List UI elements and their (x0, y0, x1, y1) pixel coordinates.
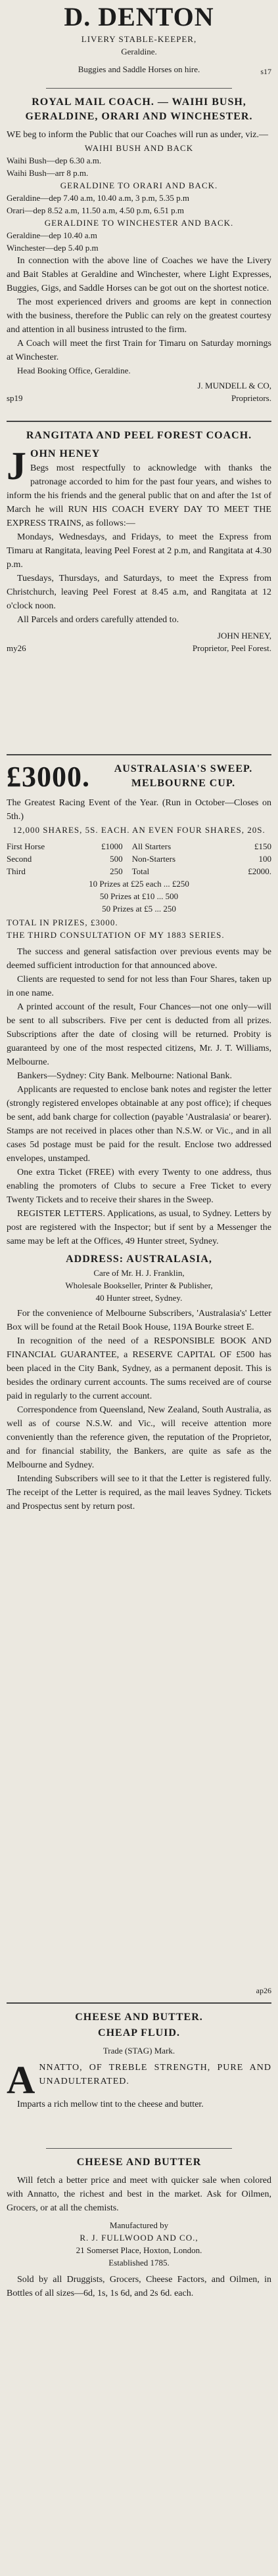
table-row (7, 865, 271, 877)
ad-text: The success and general satisfaction over previous events may be deemed sufficient introduction for that announced above. (7, 947, 271, 971)
ad-text: In connection with the above line of Coaches we have the Livery and Bait Stables at Geraldine and Winchester, where Light Expresses, Buggies, Gigs, and Saddle Horses can be got out on the shortest notice. (7, 256, 271, 293)
table-cell: 250 (110, 866, 123, 876)
table-cell: £2000. (248, 866, 271, 876)
ad-tag: s17 (260, 67, 271, 76)
ad-text: NNATTO, OF TREBLE STRENGTH, PURE AND UNADULTERATED. (39, 2063, 271, 2086)
prize-line: 10 Prizes at £25 each ... £250 (89, 879, 189, 889)
ad-text: Head Booking Office, Geraldine. (17, 366, 131, 375)
ad-heading: CHEESE AND BUTTER (76, 2157, 202, 2168)
timetable-line: Waihi Bush—arr 8 p.m. (7, 168, 89, 178)
ad-text: All Parcels and orders carefully attended to. (17, 615, 179, 625)
trade-mark: Trade (STAG) Mark. (103, 2046, 175, 2056)
ad-text: REGISTER LETTERS. Applications, as usual, to Sydney. Letters by post are registered with the Inspector; but if sent by a Messenger the same may be left at the Offices, 49 Hunter street, Sydney. (7, 1209, 271, 1246)
ad-text: A printed account of the result, Four Chances—not one only—will be sent to all subscribers. Five per cent is deducted from all prizes. Subscriptions after the date of closing will be returned. Probity is guaranteed by one of the most respected citizens, Mr. J. T. Williams, Melbourne. (7, 1002, 271, 1067)
denton-ad (7, 4, 271, 81)
divider (7, 421, 271, 422)
ad-text: Imparts a rich mellow tint to the cheese and butter. (17, 2100, 204, 2109)
prize-table (7, 840, 271, 877)
table-cell: £1000 (101, 841, 123, 851)
section-heading: GERALDINE TO WINCHESTER AND BACK. (44, 218, 234, 228)
maker-established: Established 1785. (108, 2258, 170, 2268)
signature-role: Proprietor, Peel Forest. (192, 643, 271, 653)
ad-text: Intending Subscribers will see to it that the Letter is registered fully. The receipt of the Letter is required, as the mail leaves Sydney. Tickets and Prospectus sent by return post. (7, 1474, 271, 1511)
ad-tag: my26 (7, 643, 26, 653)
ad-text: The Greatest Racing Event of the Year. (Run in October—Closes on 5th.) (7, 798, 271, 822)
ad-name: OHN HENEY (30, 448, 101, 459)
table-cell: 500 (110, 854, 123, 864)
ad-subheading: CHEAP FLUID. (98, 2027, 180, 2038)
ad-subtitle: LIVERY STABLE-KEEPER, (81, 34, 197, 44)
ad-heading: ROYAL MAIL COACH. — WAIHI BUSH, GERALDINE, ORARI AND WINCHESTER. (25, 96, 253, 122)
ad-subheading: MELBOURNE CUP. (131, 778, 236, 789)
address-heading: ADDRESS: AUSTRALASIA, (66, 1254, 212, 1265)
table-cell: 100 (258, 854, 271, 864)
ad-shares: 12,000 SHARES, 5S. EACH. AN EVEN FOUR SHARES, 20S. (12, 825, 266, 835)
ad-text: Buggies and Saddle Horses on hire. (78, 64, 200, 74)
ad-text: Clients are requested to send for not less than Four Shares, taken up in one name. (7, 975, 271, 998)
ad-title: D. DENTON (64, 2, 214, 32)
table-row (7, 853, 271, 865)
prize-line: 50 Prizes at £5 ... 250 (102, 904, 176, 914)
divider (7, 2002, 271, 2004)
newspaper-column (7, 0, 271, 2365)
ad-text: Begs most respectfully to acknowledge with thanks the patronage accorded to him for the past four years, and wishes to inform the his friends and the general public that on and after the 1st of March he will RUN HIS COACH EVERY DAY TO MEET THE EXPRESS TRAINS, as follows:— (7, 463, 271, 528)
fullwood-ad (7, 2155, 271, 2365)
table-cell: Third (7, 866, 26, 876)
signature-role: Proprietors. (231, 393, 271, 403)
annatto-ad (7, 2010, 271, 2142)
timetable-line: Geraldine—dep 10.40 a.m (7, 230, 97, 240)
ad-text: One extra Ticket (FREE) with every Twenty to one address, thus enabling the promoters of Clubs to secure a Free Ticket to every Twenty Tickets and to receive their shares in the Sweep. (7, 1168, 271, 1205)
table-cell: £150 (254, 841, 271, 851)
series-heading: THE THIRD CONSULTATION OF MY 1883 SERIES. (7, 930, 225, 940)
signature: JOHN HENEY, (217, 631, 271, 641)
ad-tag: sp19 (7, 393, 23, 403)
maker-heading: Manufactured by (109, 2220, 169, 2230)
ad-text: Applicants are requested to enclose bank notes and register the letter (strongly registered envelopes obtainable at any post office); if cheques be sent, add bank charge for collection (payable 'Australasia' or bearer). Stamps are not received in places other than N.S.W. or Vic., and in all cases 5d postage must be paid for the result. Enclose two addressed envelopes, unstamped. (7, 1085, 271, 1164)
section-heading: GERALDINE TO ORARI AND BACK. (60, 180, 218, 190)
ad-tag: ap26 (256, 1986, 271, 1995)
ad-text: In recognition of the need of a RESPONSIBLE BOOK AND FINANCIAL GUARANTEE, a RESERVE CAPITAL OF £500 has been placed in the City Bank, Sydney, as a permanent deposit. This is besides the ordinary current accounts. The sums received are of course paid in regularly to the current account. (7, 1336, 271, 1401)
maker-address: 21 Somerset Place, Hoxton, London. (76, 2245, 202, 2255)
table-cell: First Horse (7, 841, 45, 851)
ad-text: Will fetch a better price and meet with quicker sale when colored with Annatto, the richest and best in the market. Ask for Oilmen, Grocers, or at all the chemists. (7, 2176, 271, 2213)
timetable-line: Geraldine—dep 7.40 a.m, 10.40 a.m, 3 p.m, 5.35 p.m (7, 193, 190, 203)
ad-text: Mondays, Wednesdays, and Fridays, to meet the Express from Timaru at Rangitata, leaving Peel Forest at 2 p.m, and Rangitata at 4.30 p.m. (7, 532, 271, 570)
maker-name: R. J. FULLWOOD AND CO., (80, 2233, 198, 2243)
table-cell: All Starters (131, 841, 172, 851)
ad-text: The most experienced drivers and grooms are kept in connection with the business, therefore the Public can rely on the greatest courtesy and attention in all business intrusted to the firm. (7, 297, 271, 335)
divider (7, 754, 271, 755)
drop-cap: A (7, 2058, 35, 2101)
ad-location: Geraldine. (121, 47, 157, 56)
drop-cap: J (7, 444, 26, 488)
ad-text: Sold by all Druggists, Grocers, Cheese Factors, and Oilmen, in Bottles of all sizes—6d, 1s, 1s 6d, and 2s 6d. each. (7, 2275, 271, 2298)
timetable-line: Winchester—dep 5.40 p.m (7, 243, 99, 253)
divider (46, 2148, 232, 2149)
table-row (7, 840, 271, 853)
ad-heading: RANGITATA AND PEEL FOREST COACH. (26, 430, 252, 441)
signature: J. MUNDELL & CO, (197, 381, 271, 391)
ad-amount: £3000. (7, 761, 90, 793)
prize-total: TOTAL IN PRIZES, £3000. (7, 918, 118, 927)
australasia-ad (7, 762, 271, 1996)
rangitata-ad (7, 429, 271, 748)
prize-line: 50 Prizes at £10 ... 500 (99, 891, 179, 901)
ad-text: For the convenience of Melbourne Subscribers, 'Australasia's' Letter Box will be found at the Retail Book House, 119A Bourke street E. (7, 1309, 271, 1332)
timetable-line: Orari—dep 8.52 a.m, 11.50 a.m, 4.50 p.m, 6.51 p.m (7, 205, 184, 215)
table-cell: Non-Starters (131, 854, 176, 864)
ad-heading: AUSTRALASIA'S SWEEP. (114, 763, 253, 774)
divider (46, 88, 232, 89)
section-heading: WAIHI BUSH AND BACK (84, 143, 194, 153)
address-line: Wholesale Bookseller, Printer & Publisher, (65, 1280, 213, 1290)
ad-text: A Coach will meet the first Train for Timaru on Saturday mornings at Winchester. (7, 339, 271, 362)
ad-heading: CHEESE AND BUTTER. (75, 2012, 203, 2023)
royal-mail-ad (7, 95, 271, 414)
address-line: Care of Mr. H. J. Franklin, (93, 1268, 185, 1278)
ad-text: WE beg to inform the Public that our Coaches will run as under, viz.— (7, 130, 268, 140)
ad-text: Tuesdays, Thursdays, and Saturdays, to meet the Express from Christchurch, leaving Peel Forest at 8.45 a.m, and Rangitata at 12 o'clock noon. (7, 574, 271, 611)
address-line: 40 Hunter street, Sydney. (95, 1293, 183, 1303)
timetable-line: Waihi Bush—dep 6.30 a.m. (7, 156, 102, 165)
table-cell: Second (7, 854, 32, 864)
table-cell: Total (131, 866, 150, 876)
ad-text: Bankers—Sydney: City Bank. Melbourne: National Bank. (17, 1071, 233, 1081)
ad-text: Correspondence from Queensland, New Zealand, South Australia, as well as of course N.S.W. and Vic., will receive attention more conveniently than the reference given, the reputation of the Proprietor, and for financial stability, the Bankers, are quite as safe as the Melbourne and Sydney. (7, 1405, 271, 1470)
